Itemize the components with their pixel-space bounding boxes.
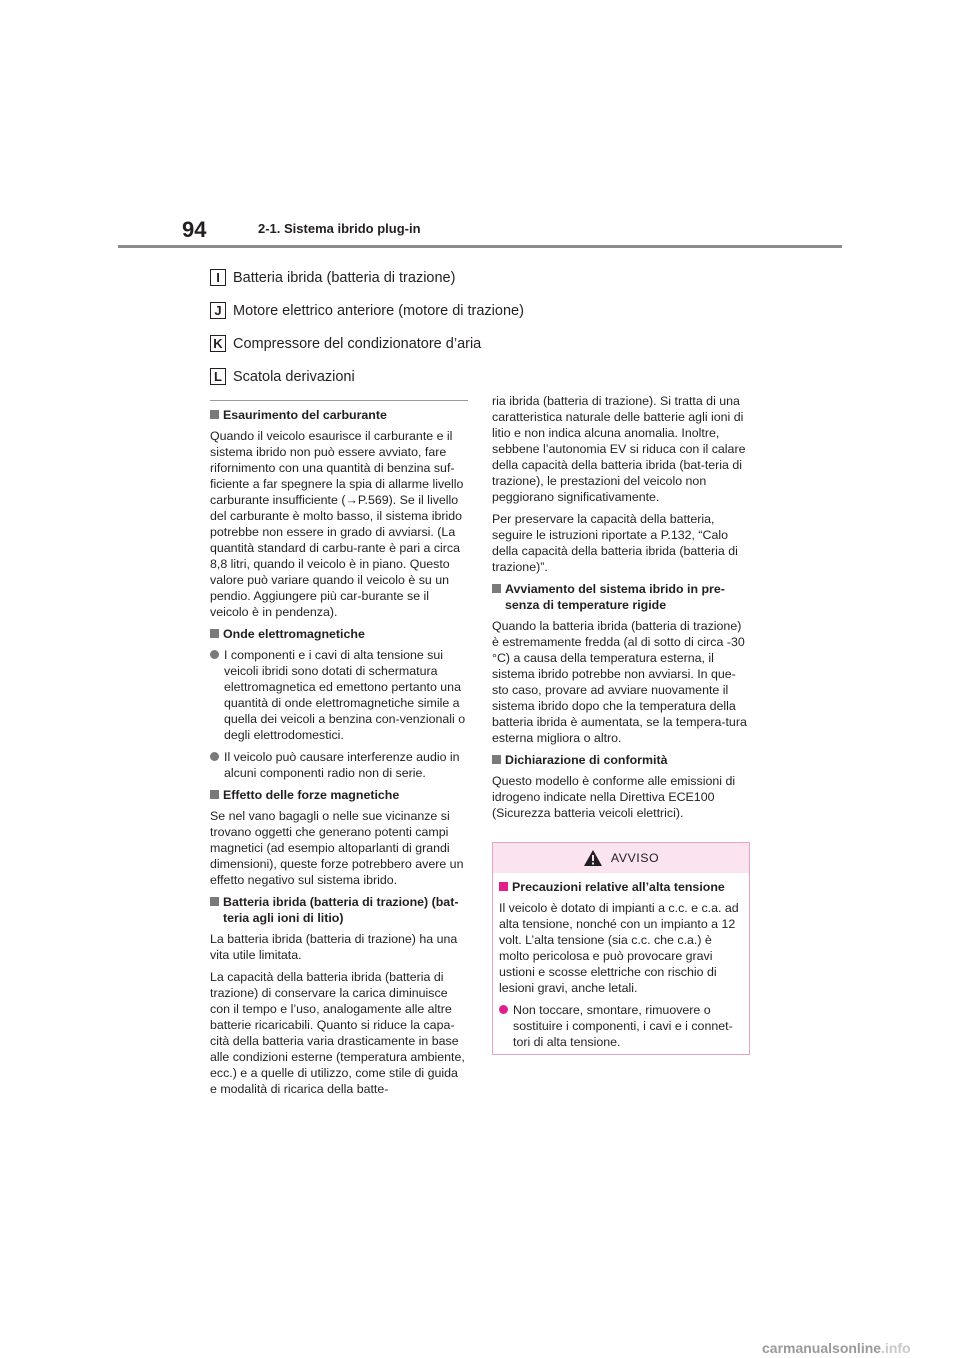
- magnetic-paragraph: Se nel vano bagagli o nelle sue vicinanze si trovano oggetti che generano potenti campi magnetici (ad esempio altoparlanti di grandi dimensioni), queste forze potrebbero avere un effetto negativo sul sistema ibrido.: [210, 809, 464, 887]
- legend-text-j: Motore elettrico anteriore (motore di trazione): [233, 302, 524, 319]
- legend-item-j: [210, 294, 524, 327]
- legend-text-k: Compressore del condizionatore d’aria: [233, 335, 482, 352]
- header-rule: [118, 245, 842, 248]
- legend-item-l: [210, 360, 524, 393]
- conformity-paragraph: Questo modello è conforme alle emissioni di idrogeno indicate nella Direttiva ECE100 (Sicurezza batteria veicoli elettrici).: [492, 774, 736, 820]
- square-bullet-icon: [492, 755, 501, 764]
- page-number: 94: [182, 217, 207, 242]
- fuel-paragraph: Quando il veicolo esaurisce il carburante e il sistema ibrido non può essere avviato, fare rifornimento con una quantità di benzina suf-ficiente a far spegnere la spia di allarme livello carburante insufficiente (→P.569). Se il livello del carburante è molto basso, il sistema ibrido potrebbe non essere in grado di avviarsi. (La quantità standard di carbu-rante è pari a circa 8,8 litri, quando il veicolo è in piano. Questo valore può variare quando il veicolo è su un pendio. Aggiungere più car-burante se il veicolo è in pendenza).: [210, 429, 464, 619]
- component-legend: [210, 261, 524, 393]
- round-bullet-icon: [499, 1005, 508, 1014]
- legend-item-k: [210, 327, 524, 360]
- square-bullet-icon: [210, 790, 219, 799]
- battery-paragraph-2: La capacità della batteria ibrida (batteria di trazione) di conservare la carica diminuisce con il tempo e l’uso, analogamente alle altre batterie ricaricabili. Quanto si riduce la capa-cità della batteria varia drasticamente in base alle condizioni esterne (temperatura ambiente, ecc.) e a quelle di utilizzo, come stile di guida e modalità di ricarica della batte-: [210, 970, 465, 1096]
- legend-text-i: Batteria ibrida (batteria di trazione): [233, 269, 456, 286]
- warning-box: [492, 842, 750, 1055]
- section-title: 2-1. Sistema ibrido plug-in: [258, 221, 421, 236]
- battery-continued: ria ibrida (batteria di trazione). Si tratta di una caratteristica naturale delle batterie agli ioni di litio e non indica alcuna anomalia. Inoltre, sebbene l’autonomia EV si riduca con il calare della capacità della batteria ibrida (bat-teria di trazione), le prestazioni del veicolo non peggiorano significativamente.: [492, 394, 746, 504]
- conformity-heading: Dichiarazione di conformità: [492, 752, 750, 768]
- warning-bullet: Non toccare, smontare, rimuovere o sostituire i componenti, i cavi e i connet-tori di alta tensione.: [499, 1002, 743, 1050]
- em-heading: Onde elettromagnetiche: [210, 626, 468, 642]
- battery-paragraph-1: La batteria ibrida (batteria di trazione) ha una vita utile limitata.: [210, 932, 458, 962]
- magnetic-heading: Effetto delle forze magnetiche: [210, 787, 468, 803]
- square-bullet-icon: [210, 410, 219, 419]
- left-column: [210, 400, 468, 1103]
- square-bullet-icon: [499, 882, 508, 891]
- square-bullet-icon: [492, 584, 501, 593]
- cold-start-heading: Avviamento del sistema ibrido in pre-senza di temperature rigide: [492, 581, 750, 613]
- legend-key-j: J: [210, 302, 226, 319]
- warning-heading: Precauzioni relative all’alta tensione: [499, 879, 743, 895]
- legend-key-i: I: [210, 269, 226, 286]
- right-column: [492, 393, 750, 827]
- fuel-heading: Esaurimento del carburante: [210, 407, 468, 423]
- battery-preserve-paragraph: Per preservare la capacità della batteria, seguire le istruzioni riportate a P.132, “Calo della capacità della batteria ibrida (batteria di trazione)”.: [492, 512, 738, 574]
- legend-key-k: K: [210, 335, 226, 352]
- legend-key-l: L: [210, 368, 226, 385]
- warning-paragraph: Il veicolo è dotato di impianti a c.c. e c.a. ad alta tensione, nonché con un impianto a 12 volt. L’alta tensione (sia c.c. che c.a.) è molto pericolosa e può provocare gravi ustioni e scosse elettriche con rischio di lesioni gravi, anche letali.: [499, 901, 739, 995]
- cold-start-paragraph: Quando la batteria ibrida (batteria di trazione) è estremamente fredda (al di sotto di circa -30 °C) a causa della temperatura esterna, il sistema ibrido potrebbe non avviarsi. In que-sto caso, provare ad avviare nuovamente il sistema ibrido dopo che la temperatura della batteria ibrida è aumentata, se la tempera-tura esterna migliora o altro.: [492, 619, 747, 745]
- battery-heading: Batteria ibrida (batteria di trazione) (bat-teria agli ioni di litio): [210, 894, 468, 926]
- warning-triangle-icon: [583, 849, 603, 867]
- em-bullet-1: I componenti e i cavi di alta tensione sui veicoli ibridi sono dotati di schermatura elettromagnetica ed emettono pertanto una quantità di onde elettromagnetiche simile a quella dei veicoli a benzina con-venzionali o degli elettrodomestici.: [210, 647, 468, 743]
- warning-header: [493, 843, 749, 873]
- legend-item-i: [210, 261, 524, 294]
- round-bullet-icon: [210, 752, 219, 761]
- footer-watermark: carmanualsonline.info: [762, 1340, 911, 1356]
- square-bullet-icon: [210, 629, 219, 638]
- round-bullet-icon: [210, 650, 219, 659]
- square-bullet-icon: [210, 897, 219, 906]
- legend-text-l: Scatola derivazioni: [233, 368, 355, 385]
- warning-label: AVVISO: [610, 851, 660, 865]
- em-bullet-2: Il veicolo può causare interferenze audio in alcuni componenti radio non di serie.: [210, 749, 468, 781]
